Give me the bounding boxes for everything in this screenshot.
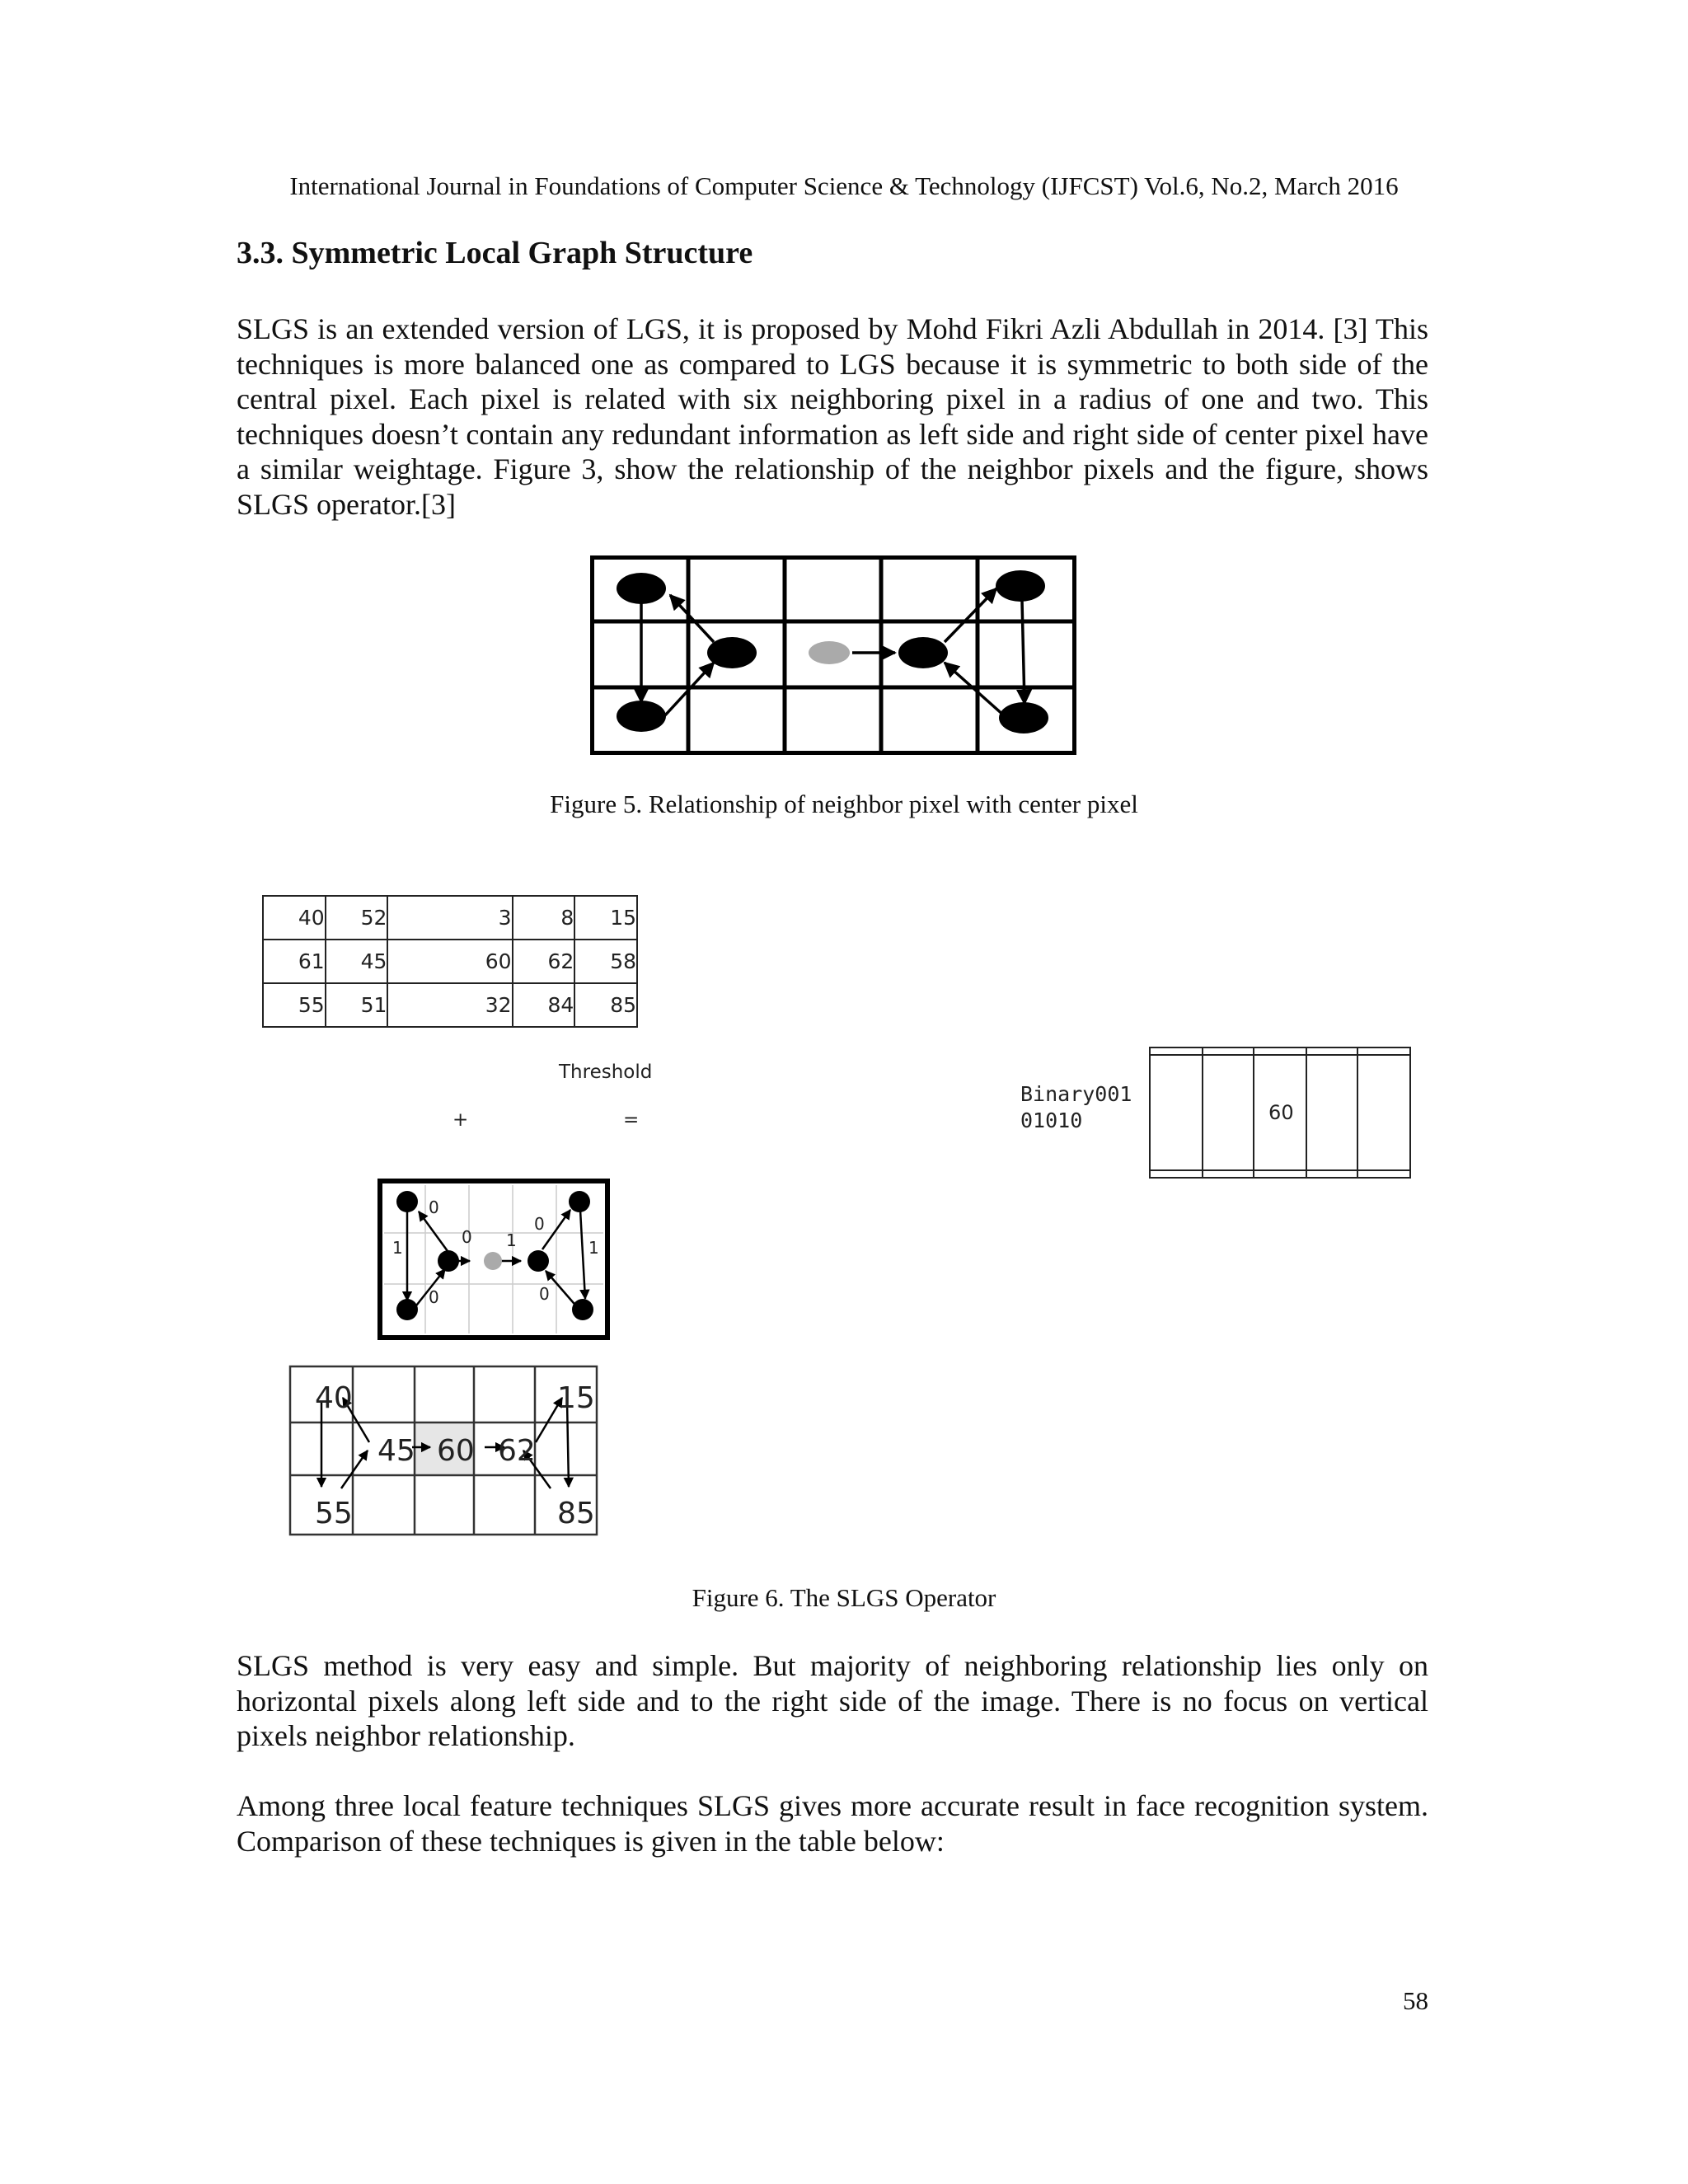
page-number: 58 <box>1403 1986 1428 2015</box>
neighbor-pixel-node <box>617 573 666 604</box>
matrix-cell: 32 <box>387 983 512 1027</box>
paragraph-comparison-intro: Among three local feature techniques SLGS gives more accurate result in face recognition system. Comparison of these techniques is given in the table below: <box>237 1789 1428 1858</box>
matrix-cell: 55 <box>263 983 326 1027</box>
figure6-caption: Figure 6. The SLGS Operator <box>692 1583 996 1612</box>
mapped-value-tr: 15 <box>557 1381 595 1415</box>
neighbor-pixel-node <box>396 1299 418 1320</box>
center-pixel-node <box>484 1252 502 1270</box>
mapped-value-tl: 40 <box>315 1381 353 1415</box>
result-grid <box>1149 1047 1411 1179</box>
threshold-label: Threshold <box>559 1062 653 1083</box>
neighbor-pixel-node <box>572 1299 593 1320</box>
edge-bit: 1 <box>392 1238 403 1258</box>
figure5-caption: Figure 5. Relationship of neighbor pixel with center pixel <box>550 790 1138 818</box>
binary-line-1: Binary001 <box>1020 1082 1132 1106</box>
paragraph-slgs-limitations: SLGS method is very easy and simple. But majority of neighboring relationship lies only on horizontal pixels along left side and to the right side of the image. There is no focus on vertical pixels neighbor relationship. <box>237 1649 1428 1752</box>
edge-bit: 0 <box>429 1287 439 1307</box>
matrix-cell: 62 <box>513 940 575 983</box>
paragraph-slgs-intro: SLGS is an extended version of LGS, it is proposed by Mohd Fikri Azli Abdullah in 2014. [3] This techniques is more balanced one as compared to LGS because it is symmetric to both side of the central pixel. Each pixel is related with six neighboring pixel in a radius of one and two. This techniques doesn’t contain any redundant information as left side and right side of center pixel have a similar weightage. Figure 3, show the relationship of the neighbor pixels and the figure, shows SLGS operator.[3] <box>237 312 1428 521</box>
equals-sign: = <box>623 1109 640 1131</box>
neighbor-pixel-node <box>528 1250 549 1272</box>
matrix-cell: 51 <box>326 983 388 1027</box>
neighbor-pixel-node <box>438 1250 459 1272</box>
neighbor-pixel-node <box>898 637 948 668</box>
center-pixel-node <box>809 641 850 664</box>
matrix-cell: 85 <box>574 983 637 1027</box>
edge-bit: 0 <box>539 1284 550 1304</box>
neighbor-pixel-node <box>707 637 757 668</box>
neighbor-pixel-node <box>396 1191 418 1212</box>
slgs-value-operator <box>288 1365 598 1536</box>
neighbor-pixel-node <box>569 1191 590 1212</box>
edge-bit: 1 <box>506 1230 517 1250</box>
matrix-cell: 15 <box>574 896 637 940</box>
mapped-value-br: 85 <box>557 1497 595 1530</box>
edge-bit: 0 <box>429 1197 439 1217</box>
edge-bit: 1 <box>588 1238 599 1258</box>
running-header: International Journal in Foundations of Computer Science & Technology (IJFCST) Vol.6, No.2, March 2016 <box>289 171 1399 200</box>
mapped-value-center: 60 <box>437 1434 475 1468</box>
pixel-value-matrix <box>262 895 638 1028</box>
figure5-diagram <box>590 555 1076 755</box>
matrix-cell: 8 <box>513 896 575 940</box>
matrix-cell: 40 <box>263 896 326 940</box>
matrix-cell: 61 <box>263 940 326 983</box>
result-center-value: 60 <box>1254 1055 1306 1169</box>
binary-code <box>1020 1081 1132 1134</box>
neighbor-pixel-node <box>999 702 1048 733</box>
matrix-cell: 52 <box>326 896 388 940</box>
matrix-cell: 58 <box>574 940 637 983</box>
matrix-cell: 60 <box>387 940 512 983</box>
matrix-cell: 3 <box>387 896 512 940</box>
matrix-cell: 45 <box>326 940 388 983</box>
edge-bit: 0 <box>534 1214 545 1234</box>
slgs-binary-operator <box>377 1179 610 1340</box>
neighbor-pixel-node <box>617 701 666 732</box>
mapped-value-bl: 55 <box>315 1497 353 1530</box>
edge-bit: 0 <box>462 1227 472 1247</box>
mapped-value-mr: 62 <box>498 1434 536 1468</box>
plus-sign: + <box>452 1109 469 1131</box>
matrix-cell: 84 <box>513 983 575 1027</box>
neighbor-pixel-node <box>996 570 1045 602</box>
mapped-value-ml: 45 <box>377 1434 415 1468</box>
binary-line-2: 01010 <box>1020 1108 1083 1132</box>
section-title: 3.3. Symmetric Local Graph Structure <box>237 236 753 270</box>
